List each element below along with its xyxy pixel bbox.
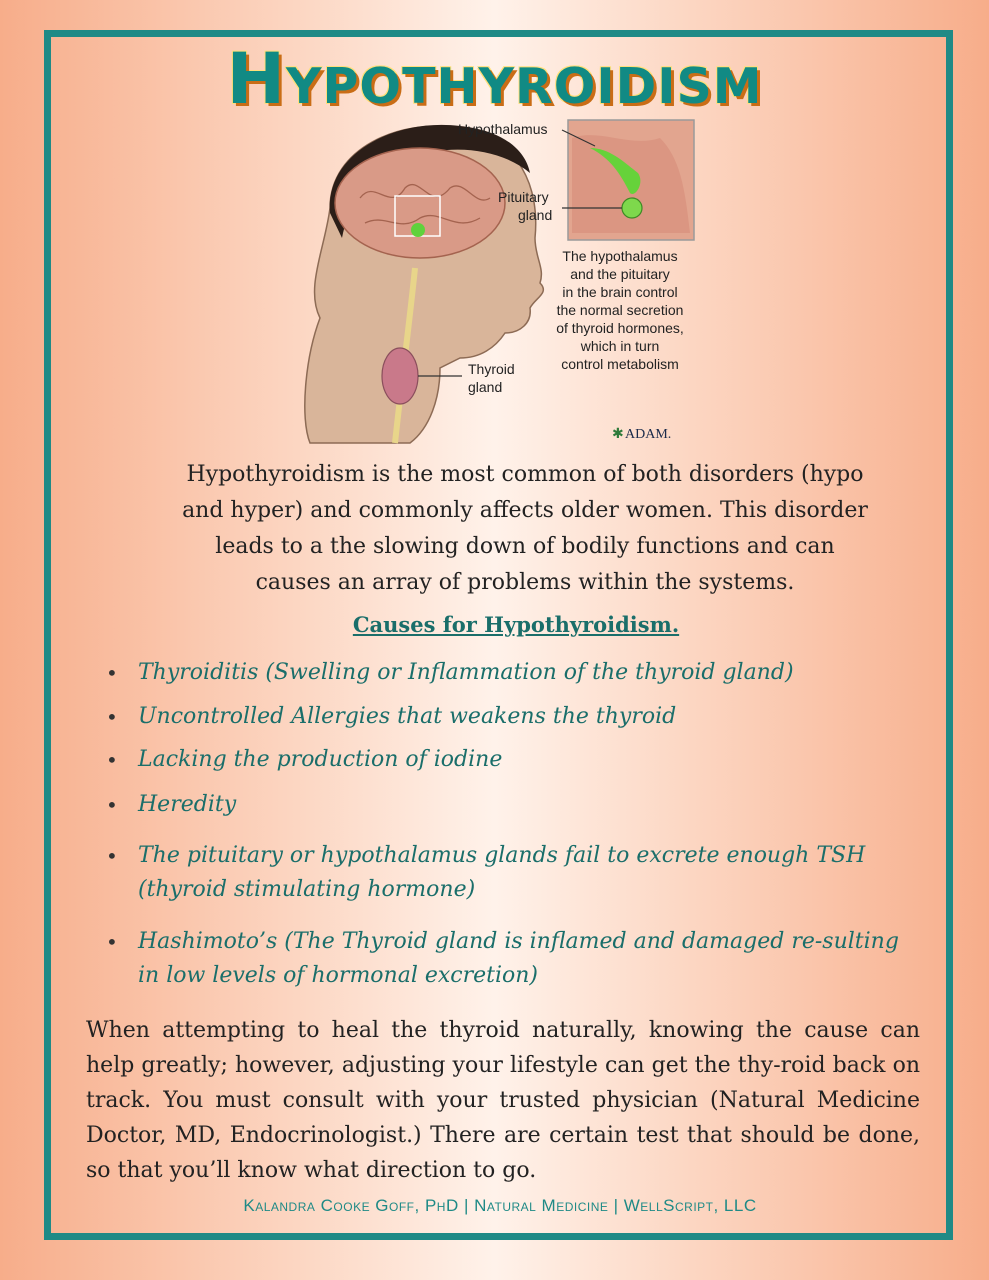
label-pituitary-2: gland: [518, 207, 553, 223]
closing-paragraph: When attempting to heal the thyroid naturally, knowing the cause can help greatly; however, adjusting your lifestyle can get the thy-roid back on track. You must consult with your trusted physician (Natural Medicine Doctor, MD, Endocrinologist.) There are certain test that should be done, so that you’ll know what direction to go.: [86, 1018, 920, 1183]
illustration-caption: [556, 248, 684, 372]
pituitary-dot: [411, 223, 425, 237]
thyroid-gland: [382, 348, 418, 404]
svg-text:which in turn: which in turn: [580, 338, 660, 354]
adam-credit: ADAM.: [625, 427, 672, 442]
label-thyroid-2: gland: [468, 379, 503, 395]
cause-item: • Heredity: [104, 788, 918, 822]
cause-item: • Lacking the production of iodine: [104, 743, 918, 777]
page-title: Hypothyroidism: [226, 38, 763, 120]
footer-credit: Kalandra Cooke Goff, PhD | Natural Medicine | WellScript, LLC: [243, 1196, 757, 1215]
intro-paragraph: [120, 457, 930, 601]
inset-pituitary: [622, 198, 642, 218]
svg-text:of thyroid hormones,: of thyroid hormones,: [556, 320, 684, 336]
label-pituitary-1: Pituitary: [498, 189, 549, 205]
cause-item: • Thyroiditis (Swelling or Inflammation of the thyroid gland): [104, 656, 918, 690]
intro-line: causes an array of problems within the systems.: [255, 570, 795, 595]
svg-text:and the pituitary: and the pituitary: [570, 266, 670, 282]
cause-item: • Hashimoto’s (The Thyroid gland is inflamed and damaged re-sulting in low levels of hormonal excretion): [104, 925, 918, 993]
svg-text:The hypothalamus: The hypothalamus: [562, 248, 678, 264]
cause-item: • The pituitary or hypothalamus glands fail to excrete enough TSH (thyroid stimulating hormone): [104, 839, 918, 907]
anatomy-illustration: [290, 118, 710, 448]
intro-line: and hyper) and commonly affects older women. This disorder: [182, 498, 868, 523]
label-hypothalamus: Hypothalamus: [458, 121, 548, 137]
causes-heading: Causes for Hypothyroidism.: [352, 612, 680, 637]
svg-text:control metabolism: control metabolism: [561, 356, 679, 372]
cause-item: • Uncontrolled Allergies that weakens the thyroid: [104, 700, 918, 734]
svg-text:in the brain control: in the brain control: [562, 284, 678, 300]
svg-text:the normal secretion: the normal secretion: [556, 302, 684, 318]
intro-line: Hypothyroidism is the most common of both disorders (hypo: [186, 462, 864, 487]
intro-line: leads to a the slowing down of bodily functions and can: [215, 534, 835, 559]
brain: [335, 148, 505, 258]
label-thyroid-1: Thyroid: [468, 361, 515, 377]
adam-logo-icon: ✱: [612, 426, 624, 442]
